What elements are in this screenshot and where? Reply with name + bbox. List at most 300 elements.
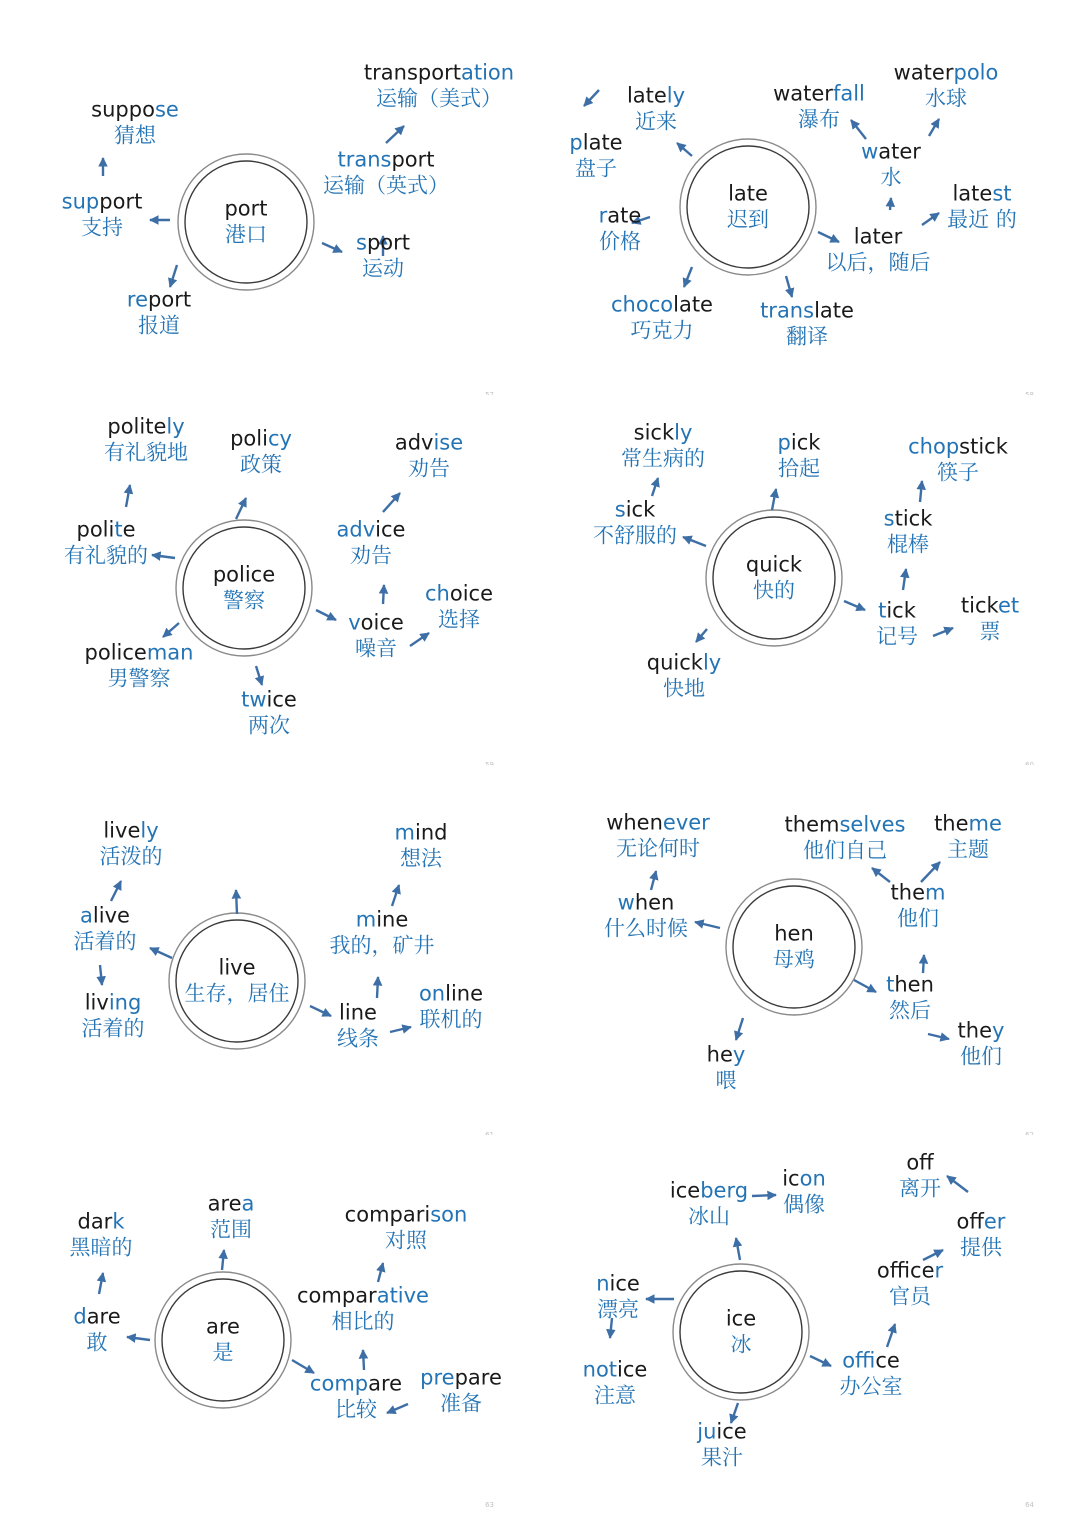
- word-node: [82, 990, 145, 1041]
- word-chinese: 劝告: [349, 543, 392, 567]
- word-chinese: 棍棒: [886, 532, 929, 556]
- word-part: ice: [875, 1348, 900, 1373]
- word-chinese: 范围: [210, 1217, 252, 1241]
- word-highlight: p: [777, 430, 791, 455]
- word-part: the: [890, 880, 925, 905]
- word-part: suppo: [91, 97, 155, 122]
- word-part: ick: [886, 598, 916, 623]
- center-word-chinese: 港口: [224, 222, 267, 246]
- word-highlight: polo: [953, 60, 999, 85]
- word-chinese: 他们自己: [803, 838, 887, 862]
- connector-arrow: [929, 119, 939, 136]
- word-part: late: [673, 292, 713, 317]
- word-highlight: p: [569, 130, 583, 155]
- word-chinese: 水球: [925, 86, 967, 110]
- word-chinese: 准备: [439, 1391, 482, 1415]
- word-part: are: [207, 1191, 242, 1216]
- word-english: [886, 972, 934, 998]
- word-part: compari: [344, 1202, 431, 1227]
- word-node: [593, 497, 677, 548]
- word-english: [599, 203, 642, 229]
- word-highlight: trans: [337, 147, 392, 172]
- word-english: [621, 420, 705, 446]
- word-part: pare: [454, 1365, 502, 1390]
- word-english: [208, 1191, 255, 1217]
- word-node: [670, 1178, 748, 1229]
- word-chinese: 相比的: [331, 1309, 395, 1333]
- word-web-panel: [540, 25, 1080, 405]
- word-english: [74, 903, 137, 929]
- center-word-english: are: [206, 1314, 240, 1339]
- word-web-panel: [0, 395, 540, 775]
- word-part: stick: [959, 434, 1008, 459]
- word-part: line: [339, 1000, 377, 1025]
- word-chinese: 以后，随后: [825, 250, 931, 274]
- word-node: [208, 1191, 255, 1242]
- word-highlight: berg: [700, 1178, 749, 1203]
- word-node: [85, 640, 194, 691]
- word-highlight: w: [617, 890, 635, 915]
- word-chinese: 线条: [337, 1026, 379, 1050]
- word-web-panel: [0, 765, 540, 1145]
- connector-arrow: [772, 489, 776, 510]
- word-highlight: ing: [108, 990, 142, 1015]
- word-english: [395, 820, 448, 846]
- word-node: [621, 420, 705, 471]
- word-highlight: cy: [267, 426, 292, 451]
- word-part: ice: [266, 687, 297, 712]
- word-highlight: t: [886, 972, 895, 997]
- word-english: [670, 1178, 748, 1204]
- word-chinese: 记号: [876, 624, 918, 648]
- word-english: [707, 1042, 746, 1068]
- connector-arrow: [695, 922, 720, 928]
- word-highlight: m: [925, 880, 946, 905]
- word-chinese: 想法: [399, 846, 442, 870]
- word-part: ice: [669, 1178, 701, 1203]
- word-english: [364, 60, 514, 86]
- word-chinese: 不舒服的: [593, 523, 677, 547]
- word-chinese: 票: [979, 619, 1001, 643]
- word-highlight: ch: [424, 581, 450, 606]
- word-node: [908, 434, 1008, 485]
- word-node: [91, 97, 179, 148]
- word-part: ater: [878, 139, 921, 164]
- word-chinese: 注意: [594, 1383, 636, 1407]
- word-english: [348, 610, 404, 636]
- word-english: [876, 598, 918, 624]
- connector-arrow: [652, 478, 658, 496]
- word-part: the: [957, 1018, 993, 1043]
- center-word-english: hen: [774, 921, 814, 946]
- word-english: [596, 1271, 640, 1297]
- word-part: compar: [297, 1283, 377, 1308]
- word-chinese: 运输（美式）: [376, 86, 502, 110]
- connector-arrow: [933, 628, 953, 636]
- word-chinese: 敢: [86, 1330, 108, 1354]
- word-part: are: [86, 1304, 121, 1329]
- word-chinese: 他们: [897, 906, 939, 930]
- word-node: [596, 1271, 640, 1322]
- word-highlight: y: [992, 1018, 1005, 1043]
- word-node: [707, 1042, 746, 1093]
- word-part: live: [103, 818, 141, 843]
- word-part: liv: [84, 990, 109, 1015]
- word-part: off: [956, 1209, 984, 1234]
- word-part: sick: [633, 420, 675, 445]
- word-highlight: er: [983, 1209, 1006, 1234]
- word-node: [420, 1365, 502, 1416]
- connector-arrow: [923, 955, 924, 973]
- word-highlight: tw: [241, 687, 267, 712]
- connector-arrow: [410, 633, 429, 646]
- word-chinese: 拾起: [777, 456, 820, 480]
- word-node: [337, 517, 406, 568]
- word-node: [934, 811, 1002, 862]
- center-word-chinese: 是: [212, 1340, 234, 1364]
- word-web-panel: [0, 25, 540, 405]
- connector-arrow: [390, 1027, 411, 1032]
- word-highlight: t: [878, 598, 887, 623]
- word-node: [70, 1209, 133, 1260]
- word-highlight: adv: [336, 517, 376, 542]
- word-english: [70, 1209, 133, 1235]
- word-node: [348, 610, 404, 661]
- word-part: when: [606, 810, 663, 835]
- word-node: [100, 818, 163, 869]
- word-english: [877, 1258, 943, 1284]
- word-node: [241, 687, 297, 738]
- center-word-english: port: [224, 196, 268, 221]
- connector-arrow: [903, 569, 906, 590]
- word-english: [958, 1018, 1005, 1044]
- word-english: [230, 426, 292, 452]
- connector-arrow: [922, 213, 939, 225]
- word-english: [611, 292, 713, 318]
- word-english: [604, 890, 688, 916]
- word-highlight: pre: [420, 1365, 455, 1390]
- word-part: tick: [960, 593, 998, 618]
- word-chinese: 活泼的: [99, 844, 163, 868]
- word-node: [899, 1150, 941, 1201]
- connector-arrow: [683, 537, 706, 546]
- center-word-chinese: 冰: [730, 1332, 752, 1356]
- word-node: [599, 203, 642, 254]
- connector-arrow: [677, 143, 692, 156]
- word-node: [611, 292, 713, 343]
- connector-arrow: [736, 1018, 743, 1040]
- word-node: [606, 810, 710, 861]
- word-highlight: ise: [433, 430, 464, 455]
- word-part: port: [366, 230, 410, 255]
- word-english: [569, 130, 622, 156]
- word-highlight: st: [992, 181, 1012, 206]
- word-node: [583, 1357, 648, 1408]
- center-word-chinese: 母鸡: [773, 947, 815, 971]
- word-english: [62, 189, 143, 215]
- word-part: poli: [230, 426, 268, 451]
- word-chinese: 什么时候: [604, 916, 688, 940]
- word-english: [697, 1419, 746, 1445]
- center-word-english: police: [212, 562, 276, 587]
- word-chinese: 他们: [960, 1044, 1002, 1068]
- word-part: oice: [360, 610, 404, 635]
- word-chinese: 水: [880, 165, 902, 189]
- word-part: line: [445, 981, 484, 1006]
- word-part: late: [626, 83, 667, 108]
- word-highlight: selves: [839, 812, 906, 837]
- word-chinese: 偶像: [783, 1192, 825, 1216]
- word-english: [425, 581, 493, 607]
- connector-arrow: [887, 1324, 895, 1347]
- word-highlight: on: [418, 981, 446, 1006]
- word-highlight: ly: [666, 83, 686, 108]
- word-part: late: [952, 181, 993, 206]
- word-english: [961, 593, 1019, 619]
- word-node: [947, 181, 1017, 232]
- center-word-english: ice: [725, 1306, 757, 1331]
- word-highlight: choco: [611, 292, 674, 317]
- connector-arrow: [126, 485, 130, 507]
- word-node: [778, 430, 821, 481]
- word-english: [310, 1371, 402, 1397]
- connector-arrow: [947, 1176, 968, 1192]
- word-node: [330, 907, 435, 958]
- center-word: [224, 196, 267, 247]
- word-node: [958, 1018, 1005, 1069]
- word-chinese: 政策: [240, 452, 282, 476]
- connector-arrow: [310, 1006, 331, 1016]
- center-word-chinese: 警察: [222, 588, 265, 612]
- word-chinese: 漂亮: [597, 1297, 639, 1321]
- connector-arrow: [684, 267, 692, 287]
- word-chinese: 噪音: [355, 636, 397, 660]
- word-highlight: se: [154, 97, 179, 122]
- word-chinese: 男警察: [107, 666, 171, 690]
- word-chinese: 黑暗的: [69, 1235, 133, 1259]
- word-part: late: [814, 298, 854, 323]
- center-word-chinese: 迟到: [727, 207, 769, 231]
- word-english: [85, 640, 194, 666]
- word-part: are: [368, 1371, 403, 1396]
- word-english: [760, 298, 854, 324]
- word-part: them: [784, 812, 840, 837]
- word-node: [773, 81, 865, 132]
- word-node: [884, 506, 933, 557]
- word-part: ice: [716, 1419, 747, 1444]
- center-word-english: live: [218, 955, 256, 980]
- word-english: [840, 1348, 903, 1374]
- word-part: office: [876, 1258, 935, 1283]
- connector-arrow: [236, 498, 246, 519]
- word-node: [760, 298, 854, 349]
- word-part: ind: [414, 820, 448, 845]
- word-highlight: trans: [760, 298, 815, 323]
- word-highlight: re: [126, 287, 149, 312]
- word-highlight: off: [842, 1348, 876, 1373]
- word-node: [395, 820, 448, 871]
- word-node: [62, 189, 143, 240]
- connector-arrow: [377, 977, 378, 998]
- word-chinese: 有礼貌的: [64, 543, 148, 567]
- word-english: [785, 812, 906, 838]
- word-part: port: [391, 147, 435, 172]
- word-highlight: s: [614, 497, 626, 522]
- word-english: [330, 907, 435, 933]
- word-highlight: v: [348, 610, 361, 635]
- connector-arrow: [872, 868, 890, 882]
- word-highlight: m: [394, 820, 415, 845]
- word-chinese: 无论何时: [616, 836, 700, 860]
- center-word: [726, 1306, 756, 1357]
- word-english: [356, 230, 410, 256]
- word-part: ine: [376, 907, 409, 932]
- word-part: hen: [894, 972, 934, 997]
- word-highlight: chop: [908, 434, 960, 459]
- word-node: [826, 224, 931, 275]
- word-english: [861, 139, 921, 165]
- center-word: [206, 1314, 240, 1365]
- word-node: [356, 230, 410, 281]
- word-part: e: [122, 517, 136, 542]
- word-highlight: on: [799, 1166, 826, 1191]
- connector-arrow: [150, 948, 172, 958]
- center-word-chinese: 快的: [753, 578, 795, 602]
- word-english: [323, 147, 449, 173]
- connector-arrow: [383, 585, 384, 604]
- word-chinese: 喂: [715, 1068, 737, 1092]
- word-english: [82, 990, 145, 1016]
- word-node: [104, 414, 188, 465]
- word-chinese: 瀑布: [798, 107, 840, 131]
- word-english: [395, 430, 463, 456]
- connector-arrow: [100, 965, 102, 985]
- word-english: [593, 497, 677, 523]
- word-chinese: 联机的: [419, 1007, 483, 1031]
- word-part: ick: [625, 497, 656, 522]
- word-part: ice: [617, 1357, 648, 1382]
- word-chinese: 翻译: [785, 324, 828, 348]
- connector-arrow: [378, 1263, 383, 1282]
- word-chinese: 两次: [247, 713, 290, 737]
- connector-arrow: [170, 265, 177, 287]
- word-node: [891, 880, 946, 931]
- word-chinese: 有礼貌地: [104, 440, 188, 464]
- word-english: [778, 430, 821, 456]
- connector-arrow: [152, 555, 175, 558]
- word-highlight: a: [241, 1191, 255, 1216]
- center-word: [773, 921, 815, 972]
- connector-arrow: [928, 1034, 949, 1039]
- word-chinese: 果汁: [701, 1445, 743, 1469]
- word-chinese: 盘子: [574, 156, 617, 180]
- word-web-panel: [540, 1135, 1080, 1515]
- word-english: [419, 981, 483, 1007]
- word-chinese: 然后: [889, 998, 931, 1022]
- word-english: [583, 1357, 648, 1383]
- word-highlight: fall: [832, 81, 865, 106]
- word-chinese: 离开: [899, 1176, 941, 1200]
- word-chinese: 主题: [946, 837, 989, 861]
- word-chinese: 对照: [384, 1228, 427, 1252]
- word-chinese: 最近 的: [947, 207, 1017, 231]
- connector-arrow: [921, 862, 940, 882]
- connector-arrow: [386, 126, 404, 143]
- word-english: [420, 1365, 502, 1391]
- word-web-panel: [540, 765, 1080, 1145]
- word-part: the: [934, 811, 969, 836]
- word-english: [100, 818, 163, 844]
- word-web-panel: [540, 395, 1080, 775]
- word-highlight: t: [114, 517, 123, 542]
- connector-arrow: [256, 666, 262, 685]
- word-english: [947, 181, 1017, 207]
- center-word: [727, 181, 769, 232]
- center-word: [185, 955, 290, 1006]
- connector-arrow: [696, 629, 707, 642]
- word-chinese: 提供: [959, 1235, 1002, 1259]
- connector-arrow: [786, 276, 792, 297]
- word-part: ic: [782, 1166, 800, 1191]
- word-highlight: y: [732, 1042, 746, 1067]
- word-highlight: a: [80, 903, 93, 928]
- word-node: [345, 1202, 468, 1253]
- word-english: [957, 1209, 1006, 1235]
- word-highlight: ation: [460, 60, 515, 85]
- word-part: port: [148, 287, 192, 312]
- word-english: [647, 650, 721, 676]
- word-part: ice: [375, 517, 406, 542]
- word-highlight: ly: [674, 420, 693, 445]
- connector-arrow: [584, 90, 599, 106]
- word-highlight: sup: [61, 189, 100, 214]
- word-web-panel: [0, 1135, 540, 1515]
- word-part: off: [906, 1150, 934, 1175]
- word-node: [310, 1371, 402, 1422]
- word-part: dar: [77, 1209, 113, 1234]
- word-highlight: ative: [376, 1283, 429, 1308]
- word-part: polite: [107, 414, 167, 439]
- word-chinese: 价格: [598, 229, 641, 253]
- word-highlight: me: [968, 811, 1002, 836]
- word-part: ice: [609, 1271, 640, 1296]
- connector-arrow: [163, 623, 179, 637]
- word-chinese: 活着的: [81, 1016, 145, 1040]
- word-part: quick: [646, 650, 703, 675]
- connector-arrow: [236, 890, 237, 914]
- center-word-english: late: [728, 181, 768, 206]
- word-part: adv: [394, 430, 434, 455]
- word-highlight: son: [430, 1202, 468, 1227]
- word-chinese: 常生病的: [621, 446, 705, 470]
- word-part: tick: [894, 506, 933, 531]
- word-english: [606, 810, 710, 836]
- word-highlight: ly: [140, 818, 159, 843]
- word-highlight: s: [883, 506, 895, 531]
- word-node: [647, 650, 721, 701]
- word-node: [957, 1209, 1006, 1260]
- word-chinese: 选择: [437, 607, 480, 631]
- word-node: [230, 426, 292, 477]
- word-chinese: 猜想: [113, 123, 156, 147]
- page-number: 64: [1025, 1501, 1034, 1509]
- word-highlight: r: [598, 203, 608, 228]
- word-chinese: 比较: [335, 1397, 377, 1421]
- connector-arrow: [111, 881, 121, 901]
- word-chinese: 办公室: [839, 1374, 903, 1398]
- word-english: [773, 81, 865, 107]
- word-part: transport: [363, 60, 461, 85]
